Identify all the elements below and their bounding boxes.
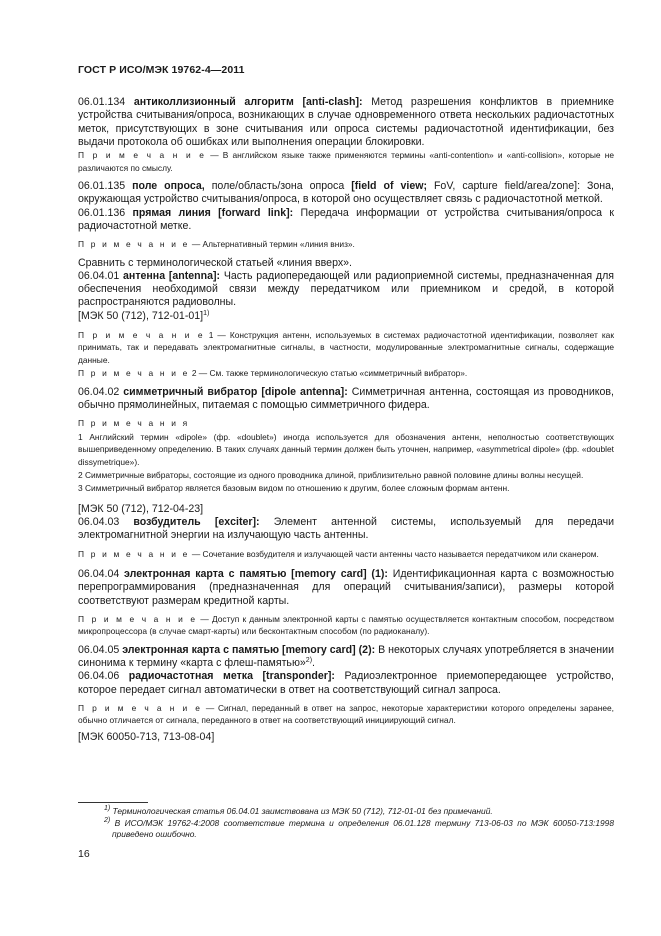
entry-definition: Метод разрешения конфликтов в приемнике устройства считывания/опроса, возникающих в случае одновременного ответа нескольких радиочастотных меток, присутствующих в зоне считывания или опроса системы радиочастотной идентификации, без выдачи протокола об ошибках или выполнения операции блокировки. (78, 96, 614, 148)
entry-synonyms: поле/область/зона опроса (204, 180, 352, 192)
entry-term: электронная карта с памятью [memory card] (1): (124, 568, 388, 581)
entry-definition: Часть радиопередающей или радиоприемной системы, предназначенная для обеспечения необходимой связи между передатчиком или приемником и средой, в которой распространяются радиоволны. (78, 269, 614, 309)
document-header: ГОСТ Р ИСО/МЭК 19762-4—2011 (78, 64, 245, 76)
entry-note (78, 702, 614, 727)
entry-06-04-05: 06.04.05 электронная карта с памятью [memory card] (2): В некоторых случаях употребляется в значении синонима к термину «карта с флеш-памятью»$^{2)}$. (78, 643, 614, 670)
page-number: 16 (78, 848, 90, 860)
notes-heading: П р и м е ч а н и я (78, 418, 190, 429)
footnote-mark: 1) (104, 805, 111, 812)
note-text: — Сочетание возбудителя и излучающей части антенны часто называется передатчиком или сканером. (189, 548, 599, 559)
entry-number: 06.04.05 (78, 643, 123, 656)
entry-term: антиколлизионный алгоритм [anti-clash]: (133, 96, 363, 108)
entry-definition: Радиоэлектронное приемопередающее устройство, которое передает сигнал автоматически в ответ на соответствующий сигнал запроса. (78, 670, 614, 696)
entry-note (78, 367, 614, 379)
entry-term: электронная карта с памятью [memory card] (2): (122, 643, 376, 656)
note-label: П р и м е ч а н и е (78, 330, 205, 341)
entry-number: 06.04.02 (78, 385, 124, 398)
note-text: 2 — См. также терминологическую статью «симметричный вибратор». (189, 368, 468, 379)
entry-number: 06.04.03 (78, 516, 134, 529)
source-reference: [МЭК 50 (712), 712-04-23] (78, 502, 204, 515)
entry-definition: Симметричная антенна, состоящая из проводников, обычно прямолинейных, питаемая с помощью симметричного фидера. (78, 385, 614, 411)
note-text: — Альтернативный термин «линия вниз». (189, 239, 355, 250)
entry-term: возбудитель [exciter]: (133, 516, 260, 529)
entry-term: поле опроса, (132, 180, 205, 192)
entry-definition: Передача информации от устройства считывания/опроса к радиочастотной метке. (78, 206, 614, 232)
document-body (78, 96, 614, 744)
footnote-marker: 1) (203, 309, 210, 317)
entry-note (78, 149, 614, 174)
entry-06-04-02 (78, 386, 614, 413)
entry-06-01-136 (78, 207, 614, 234)
entry-definition: Элемент антенной системы, используемый для передачи электромагнитной энергии на излучающую часть антенны. (78, 516, 615, 542)
entry-06-01-134 (78, 96, 614, 149)
note-text: — Сигнал, переданный в ответ на запрос, некоторые характеристики которого определены заранее, обычно отличается от сигнала, переданного в ответ на соответствующий инициирующий сигнал. (78, 702, 614, 726)
source-reference: [МЭК 50 (712), 712-01-01]$^{1)}$ (78, 309, 210, 322)
entry-number: 06.04.01 (78, 269, 124, 282)
entry-term-en: [field of view; (351, 180, 427, 192)
entry-definition: Идентификационная карта с возможностью перепрограммирования (предназначенная для операций считывания/записи), размеры которой соответствуют размерам кредитной карты. (78, 568, 614, 607)
note-text: — В английском языке также применяются термины «anti-contention» и «anti-collision», которые не различаются по смыслу. (78, 150, 614, 173)
entry-06-04-03 (78, 516, 614, 543)
entry-06-01-135 (78, 180, 614, 207)
entry-definition: В некоторых случаях употребляется в значении синонима к термину «карта с флеш-памятью» (78, 643, 614, 670)
entry-note (78, 329, 614, 366)
note-label: П р и м е ч а н и е (78, 613, 198, 624)
entry-note (78, 613, 614, 638)
entry-number: 06.04.04 (78, 568, 125, 581)
entry-number: 06.01.136 (78, 206, 133, 219)
note-label: П р и м е ч а н и е (78, 239, 190, 250)
entry-number: 06.01.134 (78, 96, 134, 108)
footnote-mark: 2) (104, 816, 111, 824)
entry-06-04-01 (78, 270, 614, 310)
entry-06-04-04 (78, 568, 614, 608)
entry-term: прямая линия [forward link]: (132, 206, 294, 219)
entry-note (78, 238, 614, 250)
note-label: П р и м е ч а н и е (78, 150, 207, 161)
note-item: 2 Симметричные вибраторы, состоящие из одного проводника длиной, приблизительно равной половине длины волны несущей. (78, 469, 584, 480)
entry-term: антенна [antenna]: (123, 269, 221, 282)
entry-number: 06.04.06 (78, 670, 129, 683)
footnote: $^{2)}$ В ИСО/МЭК 19762-4:2008 соответствие термина и определения 06.01.128 термину 713-06-03 по МЭК 60050-713:1998 приведено ошибочно. (104, 816, 614, 840)
entry-note (78, 548, 614, 560)
note-text: — Доступ к данным электронной карты с памятью осуществляется контактным способом, посредством микропроцессора (в случае смарт-карты) или бесконтактным способом (по радиоканалу). (78, 613, 615, 637)
note-label: П р и м е ч а н и е (78, 368, 190, 379)
entry-term: симметричный вибратор [dipole antenna]: (123, 385, 348, 398)
footnote-marker: 2) (305, 657, 313, 665)
note-item: 3 Симметричный вибратор является базовым видом по отношению к другим, более сложным формам антенн. (78, 483, 510, 494)
note-text: 1 — Конструкция антенн, используемых в системах радиочастотной идентификации, позволяет как принимать, так и передавать электромагнитные сигналы, в частности, модулированные электромагнитные сигналы, содержащие данные. (78, 330, 615, 365)
entry-06-04-06 (78, 670, 614, 697)
note-item: 1 Английский термин «dipole» (фр. «doublet») иногда используется для обозначения антенн, неполностью соответствующих вышеприведенному определению. В таких случаях данный термин должен быть уточнен, например, «asymmetrical dipole» (фр. «doublet dissymetrique»). (78, 431, 614, 467)
cross-reference: Сравнить с терминологической статьей «линия вверх». (78, 256, 352, 269)
footnote-divider (78, 802, 148, 803)
footnote: $^{1)}$ Терминологическая статья 06.04.01 заимствована из МЭК 50 (712), 712-01-01 без примечаний. (104, 805, 493, 816)
source-reference: [МЭК 60050-713, 713-08-04] (78, 730, 215, 743)
entry-definition: FoV, capture field/area/zone]: Зона, окружающая устройство считывания/опроса, в которой оно осуществляет связь с радиочастотной меткой. (78, 180, 614, 206)
note-label: П р и м е ч а н и е (78, 702, 203, 713)
entry-term: радиочастотная метка [transponder]: (128, 670, 335, 683)
note-label: П р и м е ч а н и е (78, 548, 190, 559)
footnotes (78, 806, 614, 841)
entry-number: 06.01.135 (78, 180, 133, 192)
